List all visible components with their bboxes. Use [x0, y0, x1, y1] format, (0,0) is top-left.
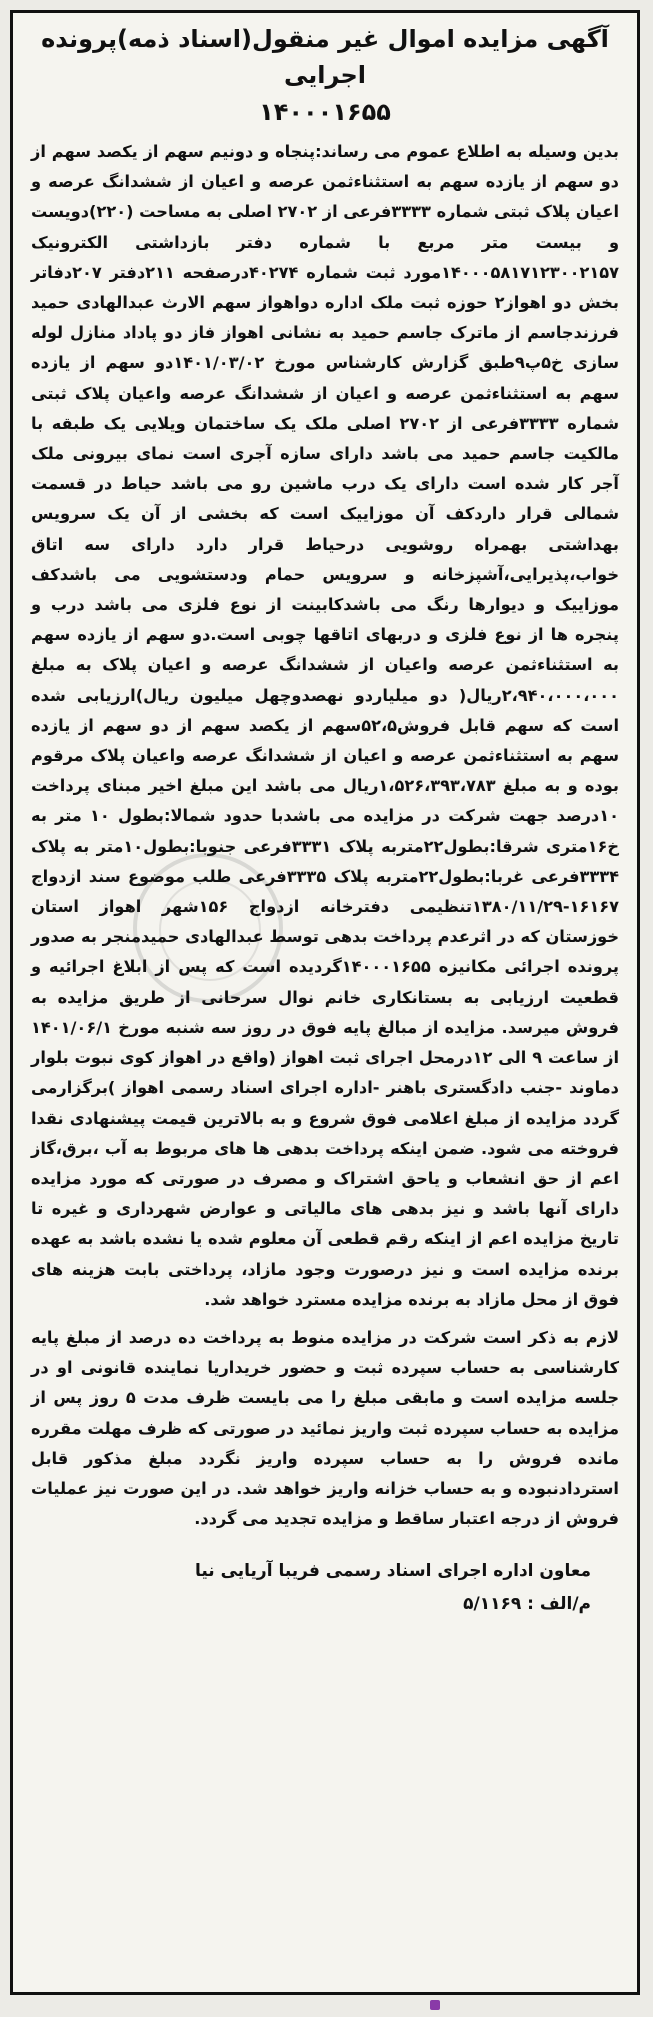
notice-title: آگهی مزایده اموال غیر منقول(اسناد ذمه)پرونده اجرایی: [41, 25, 609, 89]
notice-content: [31, 21, 619, 1620]
notice-body: بدین وسیله به اطلاع عموم می رساند:پنجاه و دونیم سهم از یکصد سهم از دو سهم از یازده سهم به استثناءثمن عرصه و اعیان از ششدانگ عرصه و اعیان پلاک ثبتی شماره ۳۳۳۳فرعی از ۲۷۰۲ اصلی به مساحت (۲۲۰)دویست و بیست متر مربع با شماره دفتر بازداشتی الکترونیک ۱۴۰۰۰۵۸۱۷۱۲۳۰۰۲۱۵۷مورد ثبت شماره ۴۰۲۷۴درصفحه ۲۱۱دفتر ۲۰۷دفاتر بخش دو اهواز۲ حوزه ثبت ملک اداره دواهواز سهم الارث عبدالهادی حمید فرزندجاسم از ماترک جاسم حمید به نشانی اهواز فاز دو پاداد منازل لوله سازی خ۵پ۹طبق گزارش کارشناس مورخ ۱۴۰۱/۰۳/۰۲دو سهم از یازده سهم به استثناءثمن عرصه و اعیان از ششدانگ عرصه واعیان پلاک ثبتی شماره ۳۳۳۳فرعی از ۲۷۰۲ اصلی ملک یک ساختمان ویلایی یک طبقه با مالکیت جاسم حمید می باشد دارای سازه آجری است نمای بیرونی ملک آجر کار شده است دارای یک درب ماشین رو می باشد حیاط در قسمت شمالی قرار داردکف آن موزاییک است که بخشی از آن یک سرویس بهداشتی بهمراه روشویی درحیاط قرار دارد دارای سه اتاق خواب،پذیرایی،آشپزخانه و سرویس حمام ودستشویی می باشدکف موزاییک و دیوارها رنگ می باشدکابینت از نوع فلزی می باشد درب و پنجره ها از نوع فلزی و دربهای اتاقها چوبی است.دو سهم از یازده سهم به استثناءثمن عرصه واعیان از ششدانگ عرصه و اعیان پلاک به مبلغ ۲،۹۴۰،۰۰۰،۰۰۰ریال( دو میلیاردو نهصدوچهل میلیون ریال)ارزیابی شده است که سهم قابل فروش۵۲،۵سهم از یکصد سهم از دو سهم از یازده سهم به استثناءثمن عرصه و اعیان از ششدانگ عرصه واعیان پلاک مرقوم بوده و به مبلغ ۱،۵۲۶،۳۹۳،۷۸۳ریال می باشد این مبلغ اخیر مبنای پرداخت ۱۰درصد جهت شرکت در مزایده می باشدبا حدود شمالا:بطول ۱۰ متر به خ۱۶متری شرقا:بطول۲۲متربه پلاک ۳۳۳۱فرعی جنوبا:بطول۱۰متر به پلاک ۳۳۳۴فرعی غربا:بطول۲۲متربه پلاک ۳۳۳۵فرعی طلب موضوع سند ازدواج ۱۶۱۶۷-۱۳۸۰/۱۱/۲۹تنظیمی دفترخانه ازدواج ۱۵۶شهر اهواز استان خوزستان که در اثرعدم پرداخت بدهی توسط عبدالهادی حمیدمنجر به صدور پرونده اجرائی مکانیزه ۱۴۰۰۰۱۶۵۵گردیده است که پس از ابلاغ اجرائیه و قطعیت ارزیابی به بستانکاری خانم نوال سرحانی از طریق مزایده به فروش میرسد. مزایده از مبالغ پایه فوق در روز سه شنبه مورخ ۱۴۰۱/۰۶/۱ از ساعت ۹ الی ۱۲درمحل اجرای ثبت اهواز (واقع در اهواز کوی نبوت بلوار دماوند -جنب دادگستری باهنر -اداره اجرای اسناد رسمی اهواز )برگزارمی گردد مزایده از مبلغ اعلامی فوق شروع و به بالاترین قیمت پیشنهادی نقدا فروخته می شود. ضمن اینکه پرداخت بدهی ها های مربوط به آب ،برق،گاز اعم از حق انشعاب و یاحق اشتراک و مصرف در صورتی که مورد مزایده دارای آنها باشد و نیز بدهی های مالیاتی و عوارض شهرداری و غیره تا تاریخ مزایده اعم از اینکه رقم قطعی آن معلوم شده یا نشده باشد به عهده برنده مزایده است و نیز درصورت وجود مازاد، پرداختی بابت هزینه های فوق از محل مازاد به برنده مزایده مسترد خواهد شد.: [31, 142, 620, 1309]
reference-code: م/الف : ۵/۱۱۶۹: [463, 1594, 591, 1615]
bottom-color-mark: [430, 2000, 440, 2010]
notice-frame: [10, 10, 640, 1995]
case-number: ۱۴۰۰۰۱۶۵۵: [259, 98, 391, 126]
signature-line: معاون اداره اجرای اسناد رسمی فریبا آریایی نیا: [194, 1561, 591, 1582]
notice-body-terms: لازم به ذکر است شرکت در مزایده منوط به پرداخت ده درصد از مبلغ پایه کارشناسی به حساب سپرده ثبت و حضور خریداریا نماینده قانونی او در جلسه مزایده است و مابقی مبلغ را می بایست ظرف مدت ۵ روز پس از مزایده به حساب سپرده ثبت واریز نمائید در صورتی که ظرف مهلت مقرره مانده فروش را به حساب سپرده واریز نگردد مبلغ مذکور قابل استردادنبوده و به حساب خزانه واریز خواهد شد. در این صورت نیز عملیات فروش از درجه اعتبار ساقط و مزایده تجدید می گردد.: [31, 1327, 619, 1529]
